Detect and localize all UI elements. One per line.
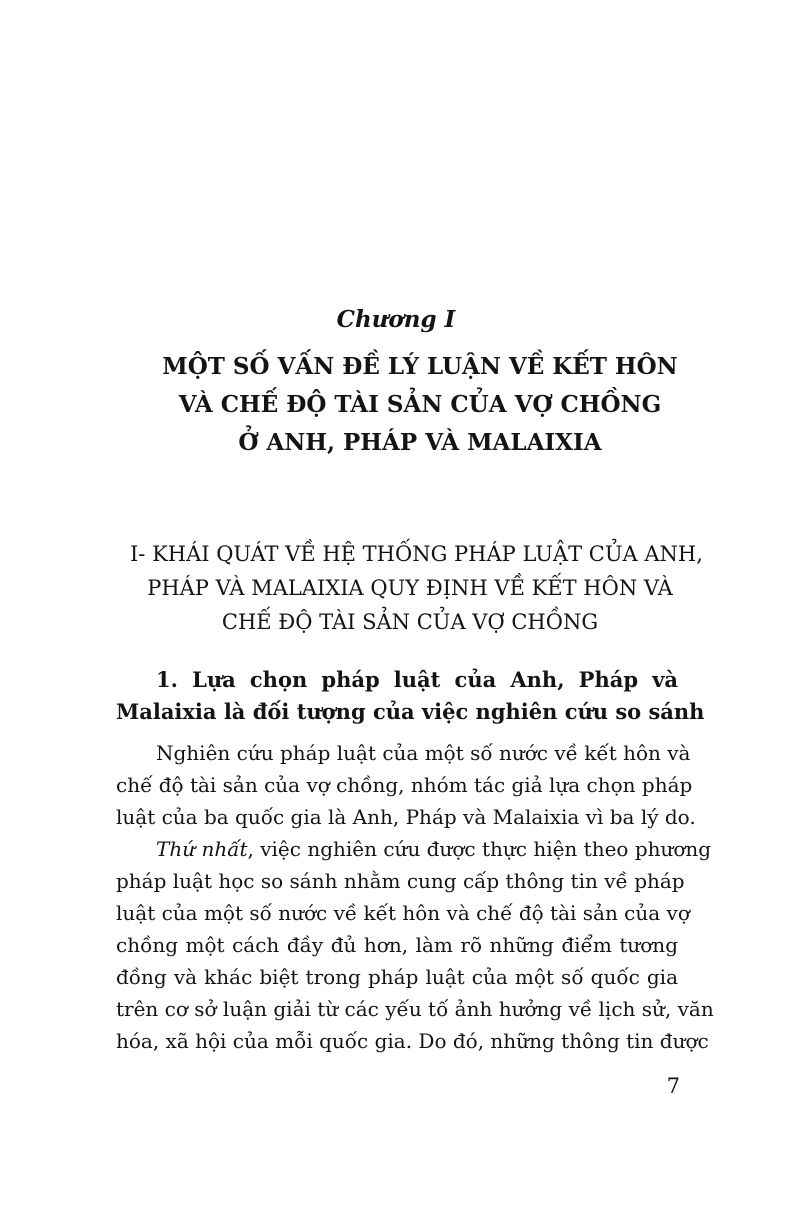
subsection-heading-line: 1. Lựa chọn pháp luật của Anh, Pháp và xyxy=(156,667,678,692)
chapter-title-line: MỘT SỐ VẤN ĐỀ LÝ LUẬN VỀ KẾT HÔN xyxy=(162,353,678,380)
page-number: 7 xyxy=(666,1074,680,1098)
chapter-title-line: VÀ CHẾ ĐỘ TÀI SẢN CỦA VỢ CHỒNG xyxy=(178,391,662,418)
chapter-title-line: Ở ANH, PHÁP VÀ MALAIXIA xyxy=(238,429,602,456)
paragraph-line: đồng và khác biệt trong pháp luật của một số quốc gia xyxy=(116,965,678,989)
subsection-heading xyxy=(116,664,705,728)
paragraph-line: luật của ba quốc gia là Anh, Pháp và Malaixia vì ba lý do. xyxy=(116,805,696,829)
paragraph-line-rest: , việc nghiên cứu được thực hiện theo phương xyxy=(247,837,712,861)
chapter-label: Chương I xyxy=(336,306,456,333)
subsection-heading-line: Malaixia là đối tượng của việc nghiên cứu so sánh xyxy=(116,699,705,724)
paragraph-line: Nghiên cứu pháp luật của một số nước về kết hôn và xyxy=(156,741,691,765)
chapter-title xyxy=(120,348,720,462)
section-heading-line: CHẾ ĐỘ TÀI SẢN CỦA VỢ CHỒNG xyxy=(221,610,599,634)
paragraph-line: pháp luật học so sánh nhằm cung cấp thông tin về pháp xyxy=(116,869,685,893)
paragraph-line: hóa, xã hội của mỗi quốc gia. Do đó, những thông tin được xyxy=(116,1029,709,1053)
section-heading-line: PHÁP VÀ MALAIXIA QUY ĐỊNH VỀ KẾT HÔN VÀ xyxy=(147,576,673,600)
paragraph-line: luật của một số nước về kết hôn và chế độ tài sản của vợ xyxy=(116,901,690,925)
paragraph-line: trên cơ sở luận giải từ các yếu tố ảnh hưởng về lịch sử, văn xyxy=(116,997,714,1021)
paragraph-line xyxy=(116,833,712,865)
emphasis-lead: Thứ nhất xyxy=(156,837,248,861)
section-heading xyxy=(130,537,703,639)
paragraph-line: chế độ tài sản của vợ chồng, nhóm tác giả lựa chọn pháp xyxy=(116,773,693,797)
paragraph-line: chồng một cách đầy đủ hơn, làm rõ những điểm tương xyxy=(116,933,678,957)
section-heading-line: I- KHÁI QUÁT VỀ HỆ THỐNG PHÁP LUẬT CỦA ANH, xyxy=(130,542,703,566)
body-text xyxy=(116,737,714,1057)
